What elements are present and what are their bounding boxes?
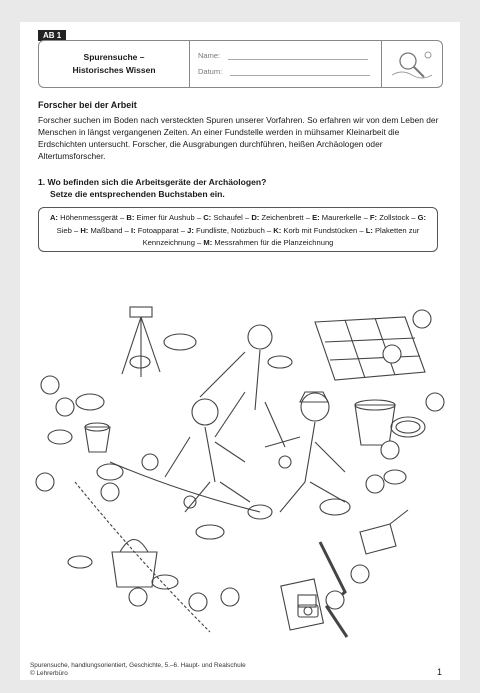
name-line [228,50,368,60]
section-title: Forscher bei der Arbeit [38,100,137,110]
legend-item-f: F: Zollstock – [369,213,418,222]
excavation-illustration [30,262,450,652]
date-field[interactable] [198,63,373,79]
legend-item-a: A: Höhenmessgerät – [49,213,127,222]
legend-item-i: I: Fotoapparat – [130,225,188,235]
legend-item-h: H: Maßband – [80,225,131,235]
footer [30,662,246,678]
date-line [230,66,370,76]
legend-item-g: G: Sieb – [56,213,427,235]
legend-item-b: B: Eimer für Aushub – [126,213,204,222]
footer-line-1: Spurensuche, handlungsorientiert, Geschichte, 5.–6. Haupt- und Realschule [30,662,246,669]
legend-item-e: E: Maurerkelle – [312,213,370,222]
question-line-1: 1. Wo befinden sich die Arbeitsgeräte der Archäologen? [38,177,267,187]
name-field[interactable] [198,47,373,63]
title-line-2: Historisches Wissen [72,65,156,75]
title-line-1: Spurensuche – [83,52,145,62]
worksheet-title [39,41,190,87]
worksheet-header [38,40,443,88]
legend-item-m: M: Messrahmen für die Planzeichnung [203,238,334,247]
legend-item-l: L: Plaketten zur Kennzeichnung – [142,225,420,247]
tool-legend-box [38,207,438,252]
legend-item-c: C: Schaufel – [203,213,252,222]
legend-item-j: J: Fundliste, Notizbuch – [187,225,274,235]
name-date-fields [190,41,381,87]
intro-paragraph: Forscher suchen im Boden nach versteckten Spuren unserer Vorfahren. So erfahren wir von dem Leben der Menschen in längst vergangenen Zeiten. An einer Fundstelle werden in mühsamer Kleinarbeit die Erdschichten untersucht. Forscher, die Ausgrabungen durchführen, heißen Archäologen oder Altertumsforscher. [38,115,439,161]
worksheet-page [20,22,460,680]
legend-item-d: D: Zeichenbrett – [251,213,313,222]
page-number: 1 [436,667,442,677]
question-1 [38,176,266,200]
question-line-2: Setze die entsprechenden Buchstaben ein. [50,189,225,199]
worksheet-badge: AB 1 [38,30,66,41]
footer-line-2: © Lehrerbüro [30,670,68,677]
date-label: Datum: [198,66,223,76]
magnifier-logo-icon [381,41,442,87]
legend-item-k: K: Korb mit Fundstücken – [273,225,366,235]
name-label: Name: [198,50,221,60]
